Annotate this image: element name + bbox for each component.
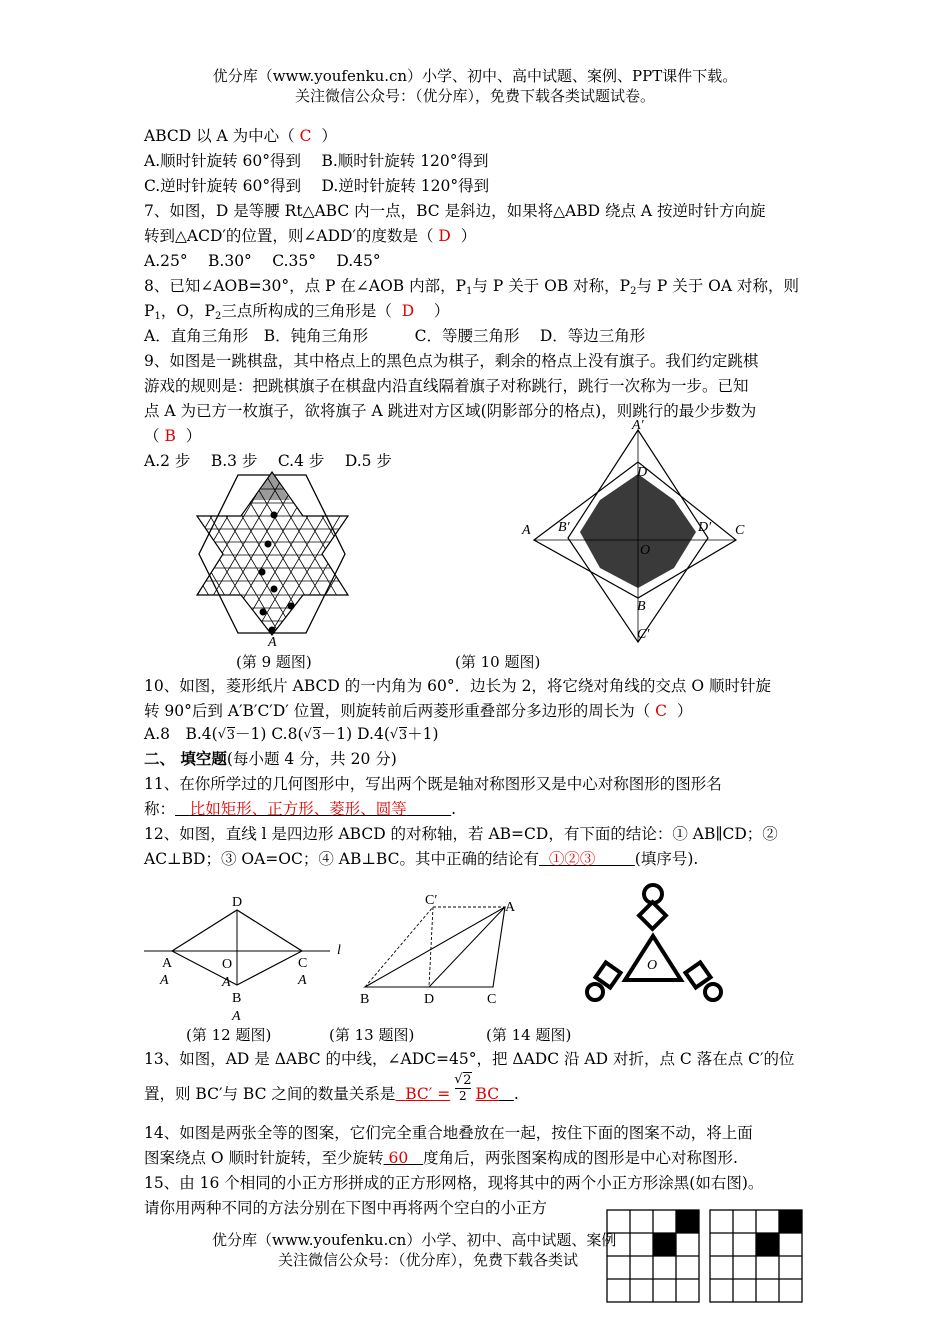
- fig13-caption: (第 13 题图): [329, 1026, 415, 1044]
- fig9-piece: [271, 586, 278, 593]
- q14-line-1: 14、如图是两张全等的图案，它们完全重合地叠放在一起，按住下面的图案不动，将上面: [144, 1124, 753, 1142]
- fig9-piece: [259, 569, 266, 576]
- q12-line-1: 12、如图，直线 l 是四边形 ABCD 的对称轴，若 AB=CD，有下面的结论：① AB∥CD；②: [144, 825, 778, 843]
- fig14-label-o: O: [647, 958, 658, 973]
- fig10-label-c-prime: C′: [637, 627, 650, 642]
- fig10-label-d: D: [637, 465, 648, 480]
- fig12-label-l: l: [337, 943, 341, 958]
- fig12-caption: (第 12 题图): [186, 1026, 272, 1044]
- q11-line-2: 称： 比如矩形、正方形、菱形、圆等 .: [144, 800, 457, 818]
- fig10-label-a-prime: A′: [632, 418, 644, 433]
- q15-line-2: 请你用两种不同的方法分别在下图中再将两个空白的小正方: [144, 1199, 548, 1217]
- q8-options: A．直角三角形 B．钝角三角形 C．等腰三角形 D．等边三角形: [144, 327, 646, 345]
- fig9-chinese-checkers-board: [195, 470, 355, 650]
- header-line-2: 关注微信公众号：（优分库），免费下载各类试题试卷。: [294, 87, 655, 105]
- fig12-label-a3: A: [222, 975, 231, 990]
- q13-answer-num: 2: [463, 1073, 472, 1088]
- q9-options: A.2 步 B.3 步 C.4 步 D.5 步: [144, 452, 392, 470]
- fig9-piece: [288, 603, 295, 610]
- q14-line-2: 图案绕点 O 顺时针旋转，至少旋转 60 度角后，两张图案构成的图形是中心对称图形.: [144, 1149, 738, 1167]
- fig10-label-d-prime: D′: [698, 520, 712, 535]
- fig14-symmetric-pattern: [585, 880, 725, 1010]
- q13-line-1: 13、如图，AD 是 ΔABC 的中线，∠ADC=45°，把 ΔADC 沿 AD 对折，点 C 落在点 C′的位: [144, 1050, 795, 1068]
- fig10-label-a: A: [522, 523, 531, 538]
- fig10-label-b: B: [637, 599, 646, 614]
- q8-line-1: 8、已知∠AOB=30°，点 P 在∠AOB 内部，$P_1$与 P 关于 OB 对称，$P_2$与 P 关于 OA 对称，则: [144, 277, 799, 297]
- q8-answer: D: [401, 302, 415, 320]
- q15-grid-right: [709, 1209, 803, 1303]
- q6-options-cd: C.逆时针旋转 60°得到 D.逆时针旋转 120°得到: [144, 177, 490, 195]
- fig12-label-o: O: [222, 957, 233, 972]
- fig14-caption: (第 14 题图): [486, 1026, 572, 1044]
- q9-line-3: 点 A 为已方一枚旗子，欲将旗子 A 跳进对方区域(阴影部分的格点)，则跳行的最少步数为: [144, 402, 757, 420]
- q14-answer: 60: [388, 1149, 409, 1167]
- q10-options: A.8 B.4(√ 3－1) C.8(√ 3－1) D.4(√ 3＋1): [144, 724, 439, 746]
- q6-stem: ABCD 以 A 为中心（ C ）: [144, 127, 337, 145]
- footer-line-2: 关注微信公众号：（优分库），免费下载各类试: [278, 1251, 579, 1269]
- fig13-label-a: A: [505, 900, 516, 915]
- fig10-label-o: O: [640, 543, 651, 558]
- fig10-rhombus-figure: [520, 420, 750, 650]
- fig13-label-b: B: [360, 992, 370, 1007]
- q13-answer-den: 2: [455, 1088, 471, 1103]
- q13-answer-right: BC: [475, 1085, 500, 1103]
- q13-answer-left: BC′ =: [405, 1085, 451, 1103]
- q7-line-1: 7、如图，D 是等腰 Rt△ABC 内一点，BC 是斜边，如果将△ABD 绕点 A 按逆时针方向旋: [144, 202, 766, 220]
- fig10-label-c: C: [735, 523, 745, 538]
- fig12-label-b: B: [232, 991, 242, 1006]
- fig9-label-a: A: [268, 635, 277, 650]
- q9-line-1: 9、如图是一跳棋盘，其中格点上的黑色点为棋子，剩余的格点上没有旗子。我们约定跳棋: [144, 352, 759, 370]
- q9-line-2: 游戏的规则是：把跳棋旗子在棋盘内沿直线隔着旗子对称跳行，跳行一次称为一步。已知: [144, 377, 749, 395]
- header-line-1: 优分库（www.youfenku.cn）小学、初中、高中试题、案例、PPT课件下载。: [212, 67, 738, 85]
- q9-line-4: （ B ）: [144, 427, 202, 445]
- fig12-label-a2: A: [160, 973, 169, 988]
- fig10-caption: (第 10 题图): [455, 653, 541, 671]
- fig10-label-b-prime: B′: [558, 520, 570, 535]
- q12-line-2: AC⊥BD；③ OA=OC；④ AB⊥BC。其中正确的结论有 ①②③ (填序号).: [144, 850, 699, 868]
- fig13-label-c: C: [487, 992, 497, 1007]
- fig9-piece: [260, 609, 267, 616]
- q9-answer: B: [164, 427, 176, 445]
- q13-line-2: 置，则 BC′与 BC 之间的数量关系是 BC′ =√ $\frac{2}{2}$ BC .: [144, 1084, 519, 1104]
- fig9-caption: (第 9 题图): [236, 653, 312, 671]
- fig12-label-a4: A: [298, 973, 307, 988]
- fig12-label-a1: A: [162, 956, 173, 971]
- q7-line-2: 转到△ACD′的位置，则∠ADD′的度数是（ D ）: [144, 227, 477, 245]
- fig13-label-c-prime: C′: [425, 893, 438, 908]
- q15-line-1: 15、由 16 个相同的小正方形拼成的正方形网格，现将其中的两个小正方形涂黑(如右图)。: [144, 1174, 764, 1192]
- q6-answer: C: [299, 127, 312, 145]
- fig9-piece: [271, 512, 278, 519]
- q10-line-2: 转 90°后到 A′B′C′D′ 位置，则旋转前后两菱形重叠部分多边形的周长为（ C ）: [144, 702, 693, 720]
- q12-answer: ①②③: [548, 850, 596, 868]
- fig13-label-d: D: [424, 992, 435, 1007]
- q11-answer: 比如矩形、正方形、菱形、圆等: [189, 800, 407, 818]
- fig9-piece-a: [269, 627, 276, 634]
- fig12-label-d: D: [232, 895, 243, 910]
- fig13-triangle-fold: [355, 895, 515, 1010]
- q8-line-2: $P_1$，O，$P_2$三点所构成的三角形是（ D ）: [144, 302, 450, 322]
- q10-line-1: 10、如图，菱形纸片 ABCD 的一内角为 60°．边长为 2，将它绕对角线的交点 O 顺时针旋: [144, 677, 771, 695]
- fig12-label-c: C: [298, 956, 308, 971]
- q7-answer: D: [438, 227, 451, 245]
- q10-answer: C: [655, 702, 668, 720]
- fig12-kite-figure: [144, 890, 344, 1030]
- q6-options-ab: A.顺时针旋转 60°得到 B.顺时针旋转 120°得到: [144, 152, 489, 170]
- footer-line-1: 优分库（www.youfenku.cn）小学、初中、高中试题、案例: [212, 1231, 617, 1249]
- q11-line-1: 11、在你所学过的几何图形中，写出两个既是轴对称图形又是中心对称图形的图形名: [144, 775, 722, 793]
- section-2-heading: 二、 填空题(每小题 4 分，共 20 分): [144, 749, 397, 768]
- q15-grid-left: [606, 1209, 700, 1303]
- q7-options: A.25° B.30° C.35° D.45°: [144, 252, 381, 270]
- fig9-piece: [265, 541, 272, 548]
- fig12-label-a5: A: [232, 1009, 241, 1024]
